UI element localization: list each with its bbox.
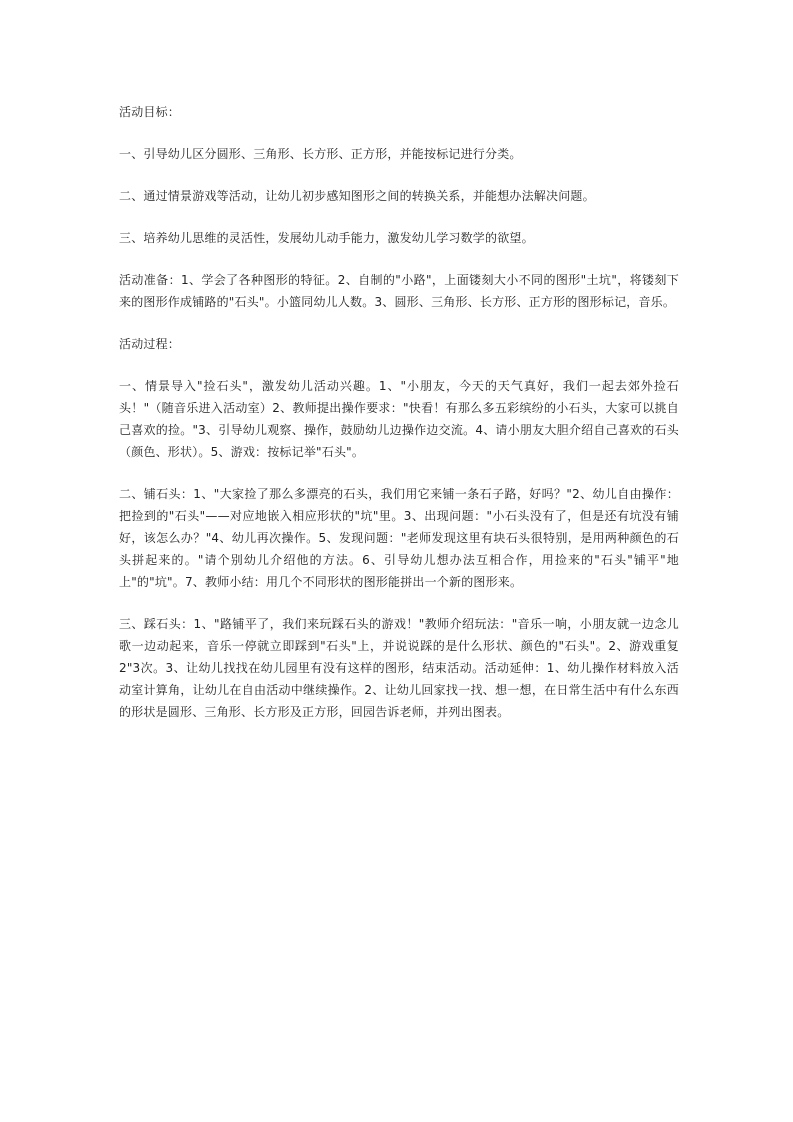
process-step-3: 三、踩石头：1、"路铺平了，我们来玩踩石头的游戏！"教师介绍玩法："音乐一响，小朋友就一边念儿歌一边动起来，音乐一停就立即踩到"石头"上，并说说踩的是什么形状、颜色的"石头"。2、游戏重复2"3次。3、让幼儿找找在幼儿园里有没有这样的图形，结束活动。活动延伸：1、幼儿操作材料放入活动室计算角，让幼儿在自由活动中继续操作。2、让幼儿回家找一找、想一想，在日常生活中有什么东西的形状是圆形、三角形、长方形及正方形，回园告诉老师，并列出图表。	[119, 617, 679, 719]
goal-heading: 活动目标：	[119, 105, 181, 119]
process-step-2: 二、铺石头：1、"大家捡了那么多漂亮的石头，我们用它来铺一条石子路，好吗？"2、幼儿自由操作：把捡到的"石头"——对应地嵌入相应形状的"坑"里。3、出现问题："小石头没有了，但是还有坑没有铺好，该怎么办？"4、幼儿再次操作。5、发现问题："老师发现这里有块石头很特别，是用两种颜色的石头拼起来的。"请个别幼儿介绍他的方法。6、引导幼儿想办法互相合作，用捡来的"石头"铺平"地上"的"坑"。7、教师小结：用几个不同形状的图形能拼出一个新的图形来。	[119, 487, 679, 589]
goal-item-2: 二、通过情景游戏等活动，让幼儿初步感知图形之间的转换关系，并能想办法解决问题。	[119, 189, 595, 203]
preparation-paragraph: 活动准备：1、学会了各种图形的特征。2、自制的"小路"，上面镂刻大小不同的图形"土坑"，将镂刻下来的图形作成铺路的"石头"。小篮同幼儿人数。3、圆形、三角形、长方形、正方形的图形标记，音乐。	[119, 273, 679, 309]
process-heading: 活动过程：	[119, 337, 181, 351]
process-step-1: 一、情景导入"捡石头"，激发幼儿活动兴趣。1、"小朋友，今天的天气真好，我们一起去郊外捡石头！"（随音乐进入活动室）2、教师提出操作要求："快看！有那么多五彩缤纷的小石头，大家可以挑自己喜欢的捡。"3、引导幼儿观察、操作，鼓励幼儿边操作边交流。4、请小朋友大胆介绍自己喜欢的石头（颜色、形状）。5、游戏：按标记举"石头"。	[119, 379, 679, 459]
goal-item-1: 一、引导幼儿区分圆形、三角形、长方形、正方形，并能按标记进行分类。	[119, 147, 522, 161]
goal-item-3: 三、培养幼儿思维的灵活性，发展幼儿动手能力，激发幼儿学习数学的欲望。	[119, 231, 534, 245]
document-body	[119, 101, 679, 743]
